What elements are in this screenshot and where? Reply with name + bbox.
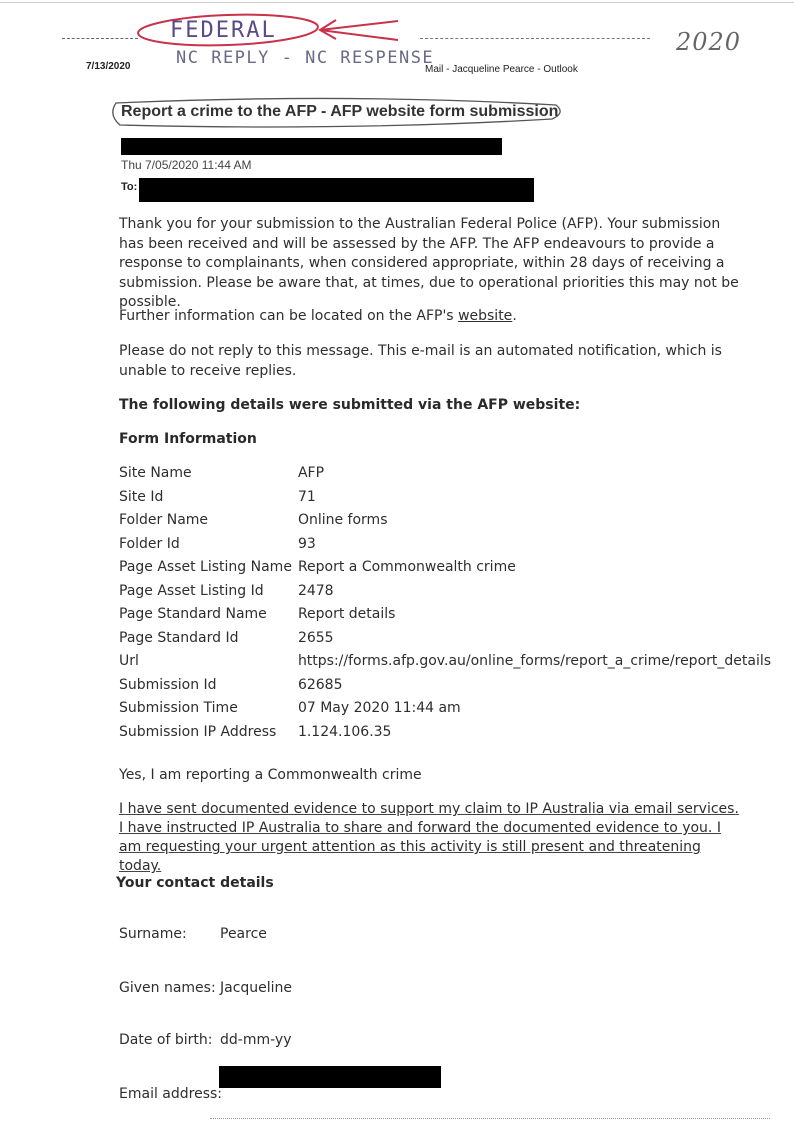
form-info-row bbox=[119, 512, 771, 536]
page-top-rule bbox=[0, 2, 794, 3]
dob-value: dd-mm-yy bbox=[220, 1032, 292, 1048]
form-info-row bbox=[119, 583, 771, 607]
surname-label: Surname: bbox=[119, 926, 187, 942]
form-info-row bbox=[119, 489, 771, 513]
form-info-value: 07 May 2020 11:44 am bbox=[297, 700, 461, 716]
redacted-email bbox=[219, 1066, 441, 1088]
form-info-row bbox=[119, 653, 771, 677]
handwritten-federal: FEDERAL bbox=[170, 18, 277, 43]
email-address-label: Email address: bbox=[119, 1086, 223, 1102]
form-info-value: AFP bbox=[297, 465, 325, 481]
details-heading: The following details were submitted via the AFP website: bbox=[119, 397, 581, 413]
body-paragraph-3: Please do not reply to this message. This e-mail is an automated notification, which is unable to receive replies. bbox=[119, 343, 722, 379]
form-info-value: Report a Commonwealth crime bbox=[297, 559, 516, 575]
subject-block bbox=[106, 97, 564, 129]
email-sent-date: Thu 7/05/2020 11:44 AM bbox=[121, 158, 252, 172]
handwritten-no-reply: NC REPLY - NC RESPENSE bbox=[176, 48, 435, 68]
form-info-key: Folder Id bbox=[119, 535, 180, 552]
dashed-rule-right bbox=[420, 38, 650, 39]
afp-website-link[interactable]: website bbox=[458, 308, 513, 324]
given-names-value: Jacqueline bbox=[220, 980, 293, 996]
form-info-key: Page Asset Listing Name bbox=[119, 559, 292, 575]
form-info-value: https://forms.afp.gov.au/online_forms/report_a_crime/report_details bbox=[297, 653, 772, 669]
print-date: 7/13/2020 bbox=[86, 61, 131, 72]
form-info-row bbox=[119, 536, 771, 560]
body-paragraph-2-text: Further information can be located on the AFP's bbox=[119, 308, 459, 324]
claim-paragraph bbox=[119, 800, 739, 876]
contact-heading: Your contact details bbox=[116, 875, 274, 891]
form-info-key: Site Name bbox=[119, 465, 192, 481]
handwritten-year: 2020 bbox=[676, 28, 742, 56]
form-info-value: 2655 bbox=[297, 629, 334, 646]
dob-label: Date of birth: bbox=[119, 1032, 213, 1048]
form-info-key: Site Id bbox=[119, 488, 164, 505]
form-info-row bbox=[119, 724, 771, 748]
form-info-heading: Form Information bbox=[119, 431, 257, 447]
email-subject: Report a crime to the AFP - AFP website form submission bbox=[121, 103, 559, 120]
body-paragraph-1: Thank you for your submission to the Australian Federal Police (AFP). Your submission has been received and will be assessed by the AFP. The AFP endeavours to provide a response to complainants, when considered appropriate, within 28 days of receiving a submission. Please be aware that, at times, due to operational priorities this may not be possible. bbox=[119, 216, 739, 310]
form-info-key: Submission Time bbox=[119, 700, 238, 716]
form-info-value: 93 bbox=[297, 535, 316, 552]
commonwealth-statement: Yes, I am reporting a Commonwealth crime bbox=[119, 767, 422, 783]
email-to-label: To: bbox=[121, 181, 138, 193]
body-paragraph-2-end: . bbox=[512, 308, 517, 324]
form-info-key: Folder Name bbox=[119, 512, 209, 528]
form-info-value: 71 bbox=[297, 488, 316, 505]
page-bottom-rule bbox=[210, 1118, 770, 1120]
form-info-row bbox=[119, 465, 771, 489]
form-info-key: Page Asset Listing Id bbox=[119, 582, 264, 599]
dashed-rule-left bbox=[62, 38, 138, 39]
form-info-key: Submission Id bbox=[119, 676, 217, 693]
print-mail-title: Mail - Jacqueline Pearce - Outlook bbox=[425, 64, 578, 75]
form-info-key: Url bbox=[119, 653, 139, 669]
form-info-value: Report details bbox=[297, 606, 396, 622]
form-info-table bbox=[119, 465, 771, 747]
body-paragraph-2 bbox=[119, 307, 739, 327]
redacted-recipient bbox=[139, 178, 534, 202]
form-info-value: 1.124.106.35 bbox=[297, 723, 392, 740]
given-names-label: Given names: bbox=[119, 980, 216, 996]
form-info-value: 2478 bbox=[297, 582, 334, 599]
form-info-value: Online forms bbox=[297, 512, 388, 528]
form-info-row bbox=[119, 677, 771, 701]
form-info-row bbox=[119, 559, 771, 583]
form-info-value: 62685 bbox=[297, 676, 343, 693]
claim-text: I have sent documented evidence to support my claim to IP Australia via email services. I have instructed IP Australia to share and forward the documented evidence to you. I am requesting your urgent attention as this activity is still present and threatening today. bbox=[119, 801, 739, 874]
form-info-row bbox=[119, 700, 771, 724]
redacted-sender bbox=[121, 138, 502, 155]
form-info-key: Submission IP Address bbox=[119, 723, 277, 740]
surname-value: Pearce bbox=[220, 926, 267, 942]
form-info-key: Page Standard Name bbox=[119, 606, 267, 622]
form-info-key: Page Standard Id bbox=[119, 629, 239, 646]
form-info-row bbox=[119, 630, 771, 654]
form-info-row bbox=[119, 606, 771, 630]
